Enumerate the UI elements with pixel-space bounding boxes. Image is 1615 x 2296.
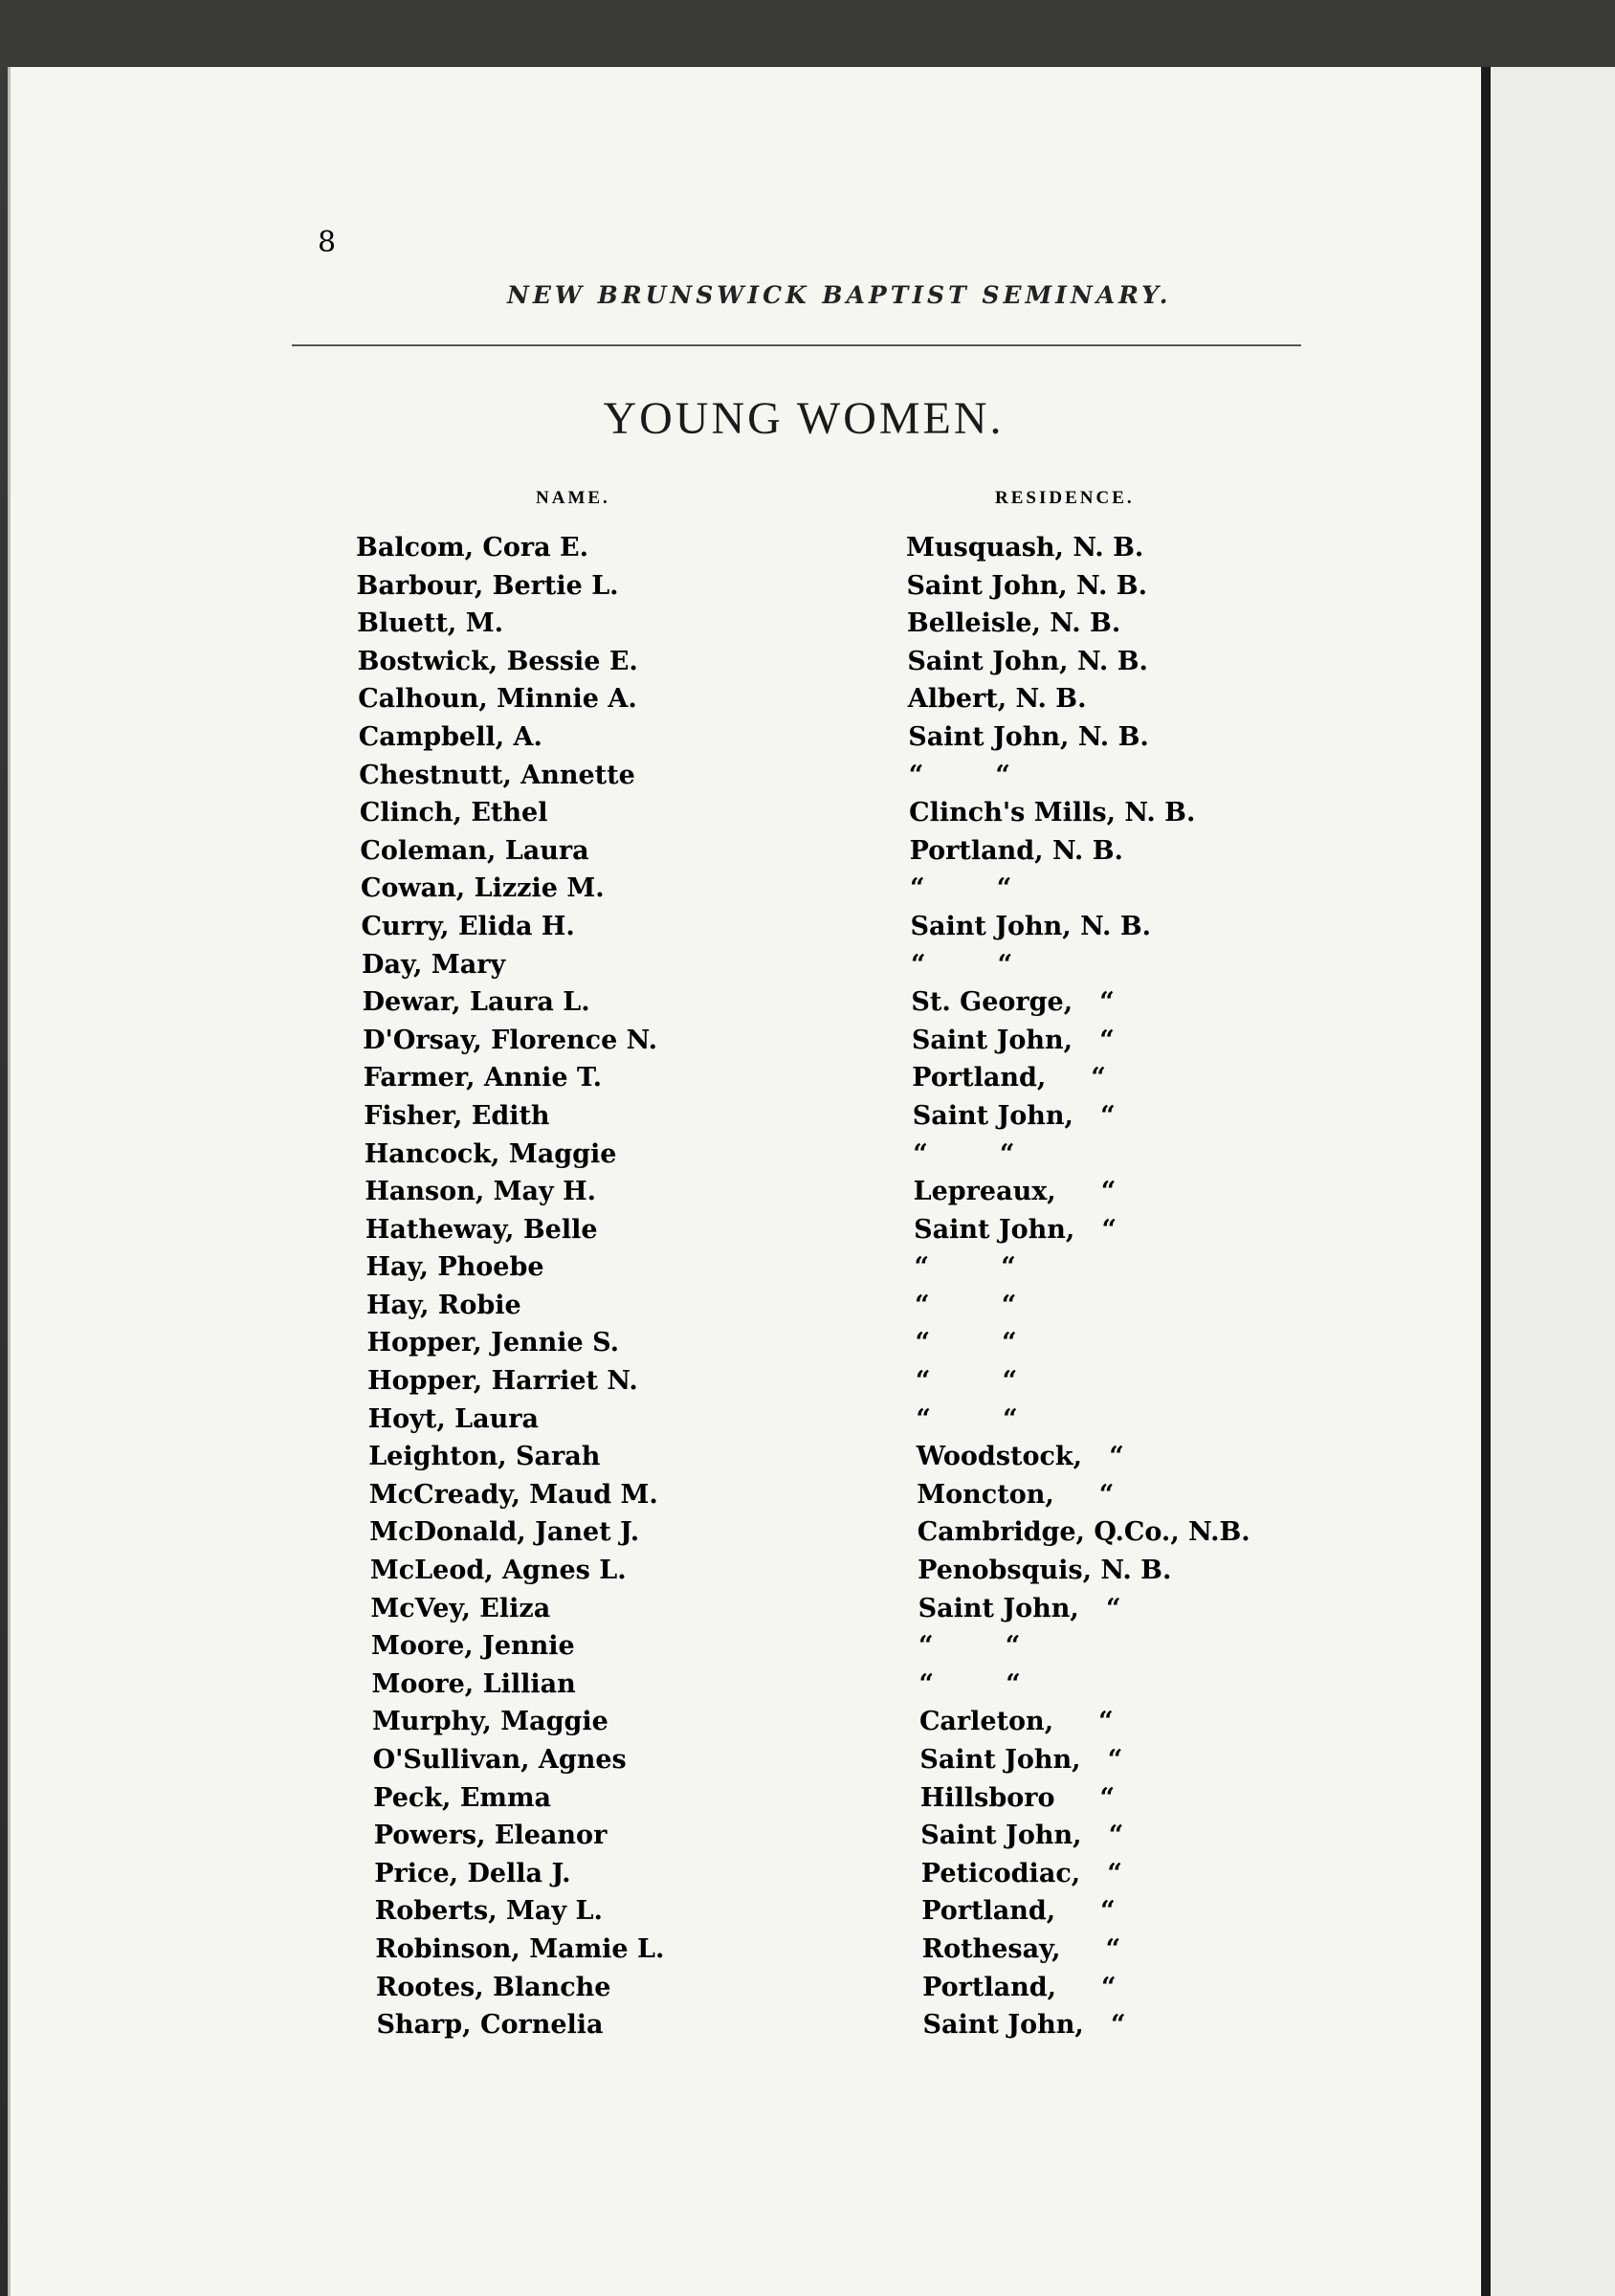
student-residence: Saint John, N. B. (908, 721, 1149, 752)
student-name: O'Sullivan, Agnes (372, 1745, 627, 1775)
student-name: Bostwick, Bessie E. (357, 646, 638, 676)
roster-row (356, 1666, 1313, 1704)
roster-row (356, 832, 1313, 871)
student-name: McCready, Maud M. (368, 1479, 658, 1510)
roster-row (356, 680, 1313, 718)
roster-row (356, 1779, 1313, 1818)
roster-row (356, 1401, 1313, 1439)
student-residence: St. George, “ (911, 987, 1115, 1018)
student-name: Fisher, Edith (364, 1100, 550, 1131)
roster-row (356, 1136, 1313, 1174)
student-name: McDonald, Janet J. (369, 1517, 640, 1548)
roster-row (356, 605, 1313, 643)
student-residence: Saint John, N. B. (906, 570, 1148, 601)
facing-page-edge (1481, 67, 1615, 2296)
student-residence: “ “ (915, 1290, 1017, 1320)
student-name: Rootes, Blanche (375, 1972, 611, 2002)
page-number: 8 (318, 226, 337, 259)
roster-row (356, 718, 1313, 757)
student-residence: “ “ (910, 949, 1013, 980)
student-name: Hanson, May H. (365, 1177, 596, 1207)
student-name: Chestnutt, Annette (359, 760, 635, 790)
student-residence: Saint John, N. B. (910, 911, 1152, 941)
student-residence: Belleisle, N. B. (906, 608, 1121, 639)
student-name: Balcom, Cora E. (356, 533, 588, 563)
student-name: Price, Della J. (374, 1858, 571, 1888)
roster-row (356, 870, 1313, 908)
student-name: Barbour, Bertie L. (356, 570, 619, 601)
roster-row (356, 1211, 1313, 1249)
student-residence: “ “ (914, 1252, 1016, 1283)
roster-row (356, 1855, 1313, 1893)
student-name: Roberts, May L. (374, 1896, 603, 1927)
roster-row (356, 1248, 1313, 1287)
student-name: Powers, Eleanor (373, 1821, 608, 1851)
roster-row (356, 1590, 1313, 1628)
student-name: Hay, Robie (366, 1290, 521, 1320)
student-name: Hancock, Maggie (364, 1138, 617, 1169)
student-residence: “ “ (908, 760, 1010, 790)
roster-row (356, 1703, 1313, 1741)
student-name: Moore, Lillian (371, 1668, 576, 1699)
roster-row (356, 1892, 1313, 1931)
student-name: Hoyt, Laura (367, 1403, 539, 1434)
student-residence: Portland, “ (922, 1972, 1117, 2002)
student-name: Bluett, M. (357, 608, 504, 639)
roster-row (356, 983, 1313, 1022)
student-residence: “ “ (918, 1631, 1021, 1662)
student-residence: “ “ (913, 1138, 1015, 1169)
student-name: Farmer, Annie T. (363, 1063, 602, 1093)
student-name: Hatheway, Belle (365, 1214, 598, 1245)
student-residence: Musquash, N. B. (906, 533, 1144, 563)
roster-row (356, 1324, 1313, 1362)
student-residence: Rothesay, “ (921, 1933, 1121, 1964)
student-residence: Saint John, “ (911, 1025, 1115, 1055)
roster-row (356, 1059, 1313, 1097)
student-residence: Saint John, “ (914, 1214, 1117, 1245)
student-name: Cowan, Lizzie M. (360, 873, 605, 904)
student-residence: Saint John, N. B. (907, 646, 1148, 676)
student-residence: Portland, N. B. (909, 835, 1123, 866)
student-name: Coleman, Laura (360, 835, 589, 866)
student-roster (356, 529, 1313, 2044)
student-name: D'Orsay, Florence N. (363, 1025, 658, 1055)
roster-row (356, 567, 1313, 606)
student-name: Curry, Elida H. (361, 911, 575, 941)
roster-row (356, 1931, 1313, 1969)
student-residence: Saint John, “ (919, 1745, 1123, 1775)
student-name: Moore, Jennie (370, 1631, 575, 1662)
student-residence: Cambridge, Q.Co., N.B. (917, 1517, 1250, 1548)
student-residence: Saint John, “ (920, 1821, 1124, 1851)
student-name: Campbell, A. (358, 721, 542, 752)
roster-row (356, 1173, 1313, 1211)
student-name: Hay, Phoebe (365, 1252, 544, 1283)
student-residence: Carleton, “ (918, 1707, 1114, 1737)
roster-row (356, 643, 1313, 681)
student-name: Peck, Emma (373, 1782, 552, 1813)
student-residence: “ “ (910, 873, 1012, 904)
student-name: Sharp, Cornelia (376, 2010, 604, 2041)
student-residence: Woodstock, “ (916, 1442, 1124, 1472)
roster-row (356, 1513, 1313, 1552)
student-name: Hopper, Jennie S. (366, 1328, 620, 1358)
roster-row (356, 1476, 1313, 1514)
student-residence: Saint John, “ (912, 1100, 1116, 1131)
student-residence: “ “ (915, 1366, 1018, 1397)
student-residence: Albert, N. B. (907, 684, 1087, 715)
student-name: Calhoun, Minnie A. (358, 684, 637, 715)
student-residence: “ “ (916, 1403, 1018, 1434)
student-residence: Saint John, “ (918, 1593, 1121, 1623)
student-name: Murphy, Maggie (372, 1707, 608, 1737)
student-residence: Portland, “ (912, 1063, 1106, 1093)
roster-row (356, 1969, 1313, 2007)
student-residence: Lepreaux, “ (913, 1177, 1117, 1207)
roster-row (356, 1552, 1313, 1590)
roster-row (356, 1362, 1313, 1401)
roster-row (356, 1287, 1313, 1325)
roster-row (356, 529, 1313, 567)
roster-row (356, 757, 1313, 795)
roster-row (356, 1817, 1313, 1855)
roster-row (356, 2006, 1313, 2044)
roster-row (356, 794, 1313, 832)
student-residence: Peticodiac, “ (920, 1858, 1122, 1888)
section-title: YOUNG WOMEN. (603, 393, 1005, 444)
student-name: Robinson, Mamie L. (375, 1933, 665, 1964)
residence-column-header: RESIDENCE. (995, 488, 1135, 508)
student-residence: Hillsboro “ (919, 1782, 1115, 1813)
student-name: McVey, Eliza (370, 1593, 551, 1623)
student-name: Clinch, Ethel (359, 798, 548, 828)
roster-row (356, 1741, 1313, 1779)
student-residence: “ “ (915, 1328, 1017, 1358)
student-name: McLeod, Agnes L. (369, 1556, 627, 1586)
roster-row (356, 1097, 1313, 1136)
student-residence: Moncton, “ (917, 1479, 1115, 1510)
student-name: Day, Mary (362, 949, 506, 980)
name-column-header: NAME. (536, 488, 610, 508)
student-name: Leighton, Sarah (368, 1442, 601, 1472)
student-residence: Penobsquis, N. B. (918, 1556, 1172, 1586)
roster-row (356, 1022, 1313, 1060)
student-name: Hopper, Harriet N. (367, 1366, 638, 1397)
roster-row (356, 908, 1313, 946)
header-rule (292, 344, 1301, 346)
roster-row (356, 1627, 1313, 1666)
student-residence: “ “ (918, 1668, 1021, 1699)
student-residence: Portland, “ (921, 1896, 1116, 1927)
student-residence: Saint John, “ (922, 2010, 1126, 2041)
roster-row (356, 1438, 1313, 1476)
running-head: NEW BRUNSWICK BAPTIST SEMINARY. (507, 281, 1172, 309)
student-residence: Clinch's Mills, N. B. (909, 798, 1196, 828)
student-name: Dewar, Laura L. (362, 987, 590, 1018)
roster-row (356, 946, 1313, 984)
